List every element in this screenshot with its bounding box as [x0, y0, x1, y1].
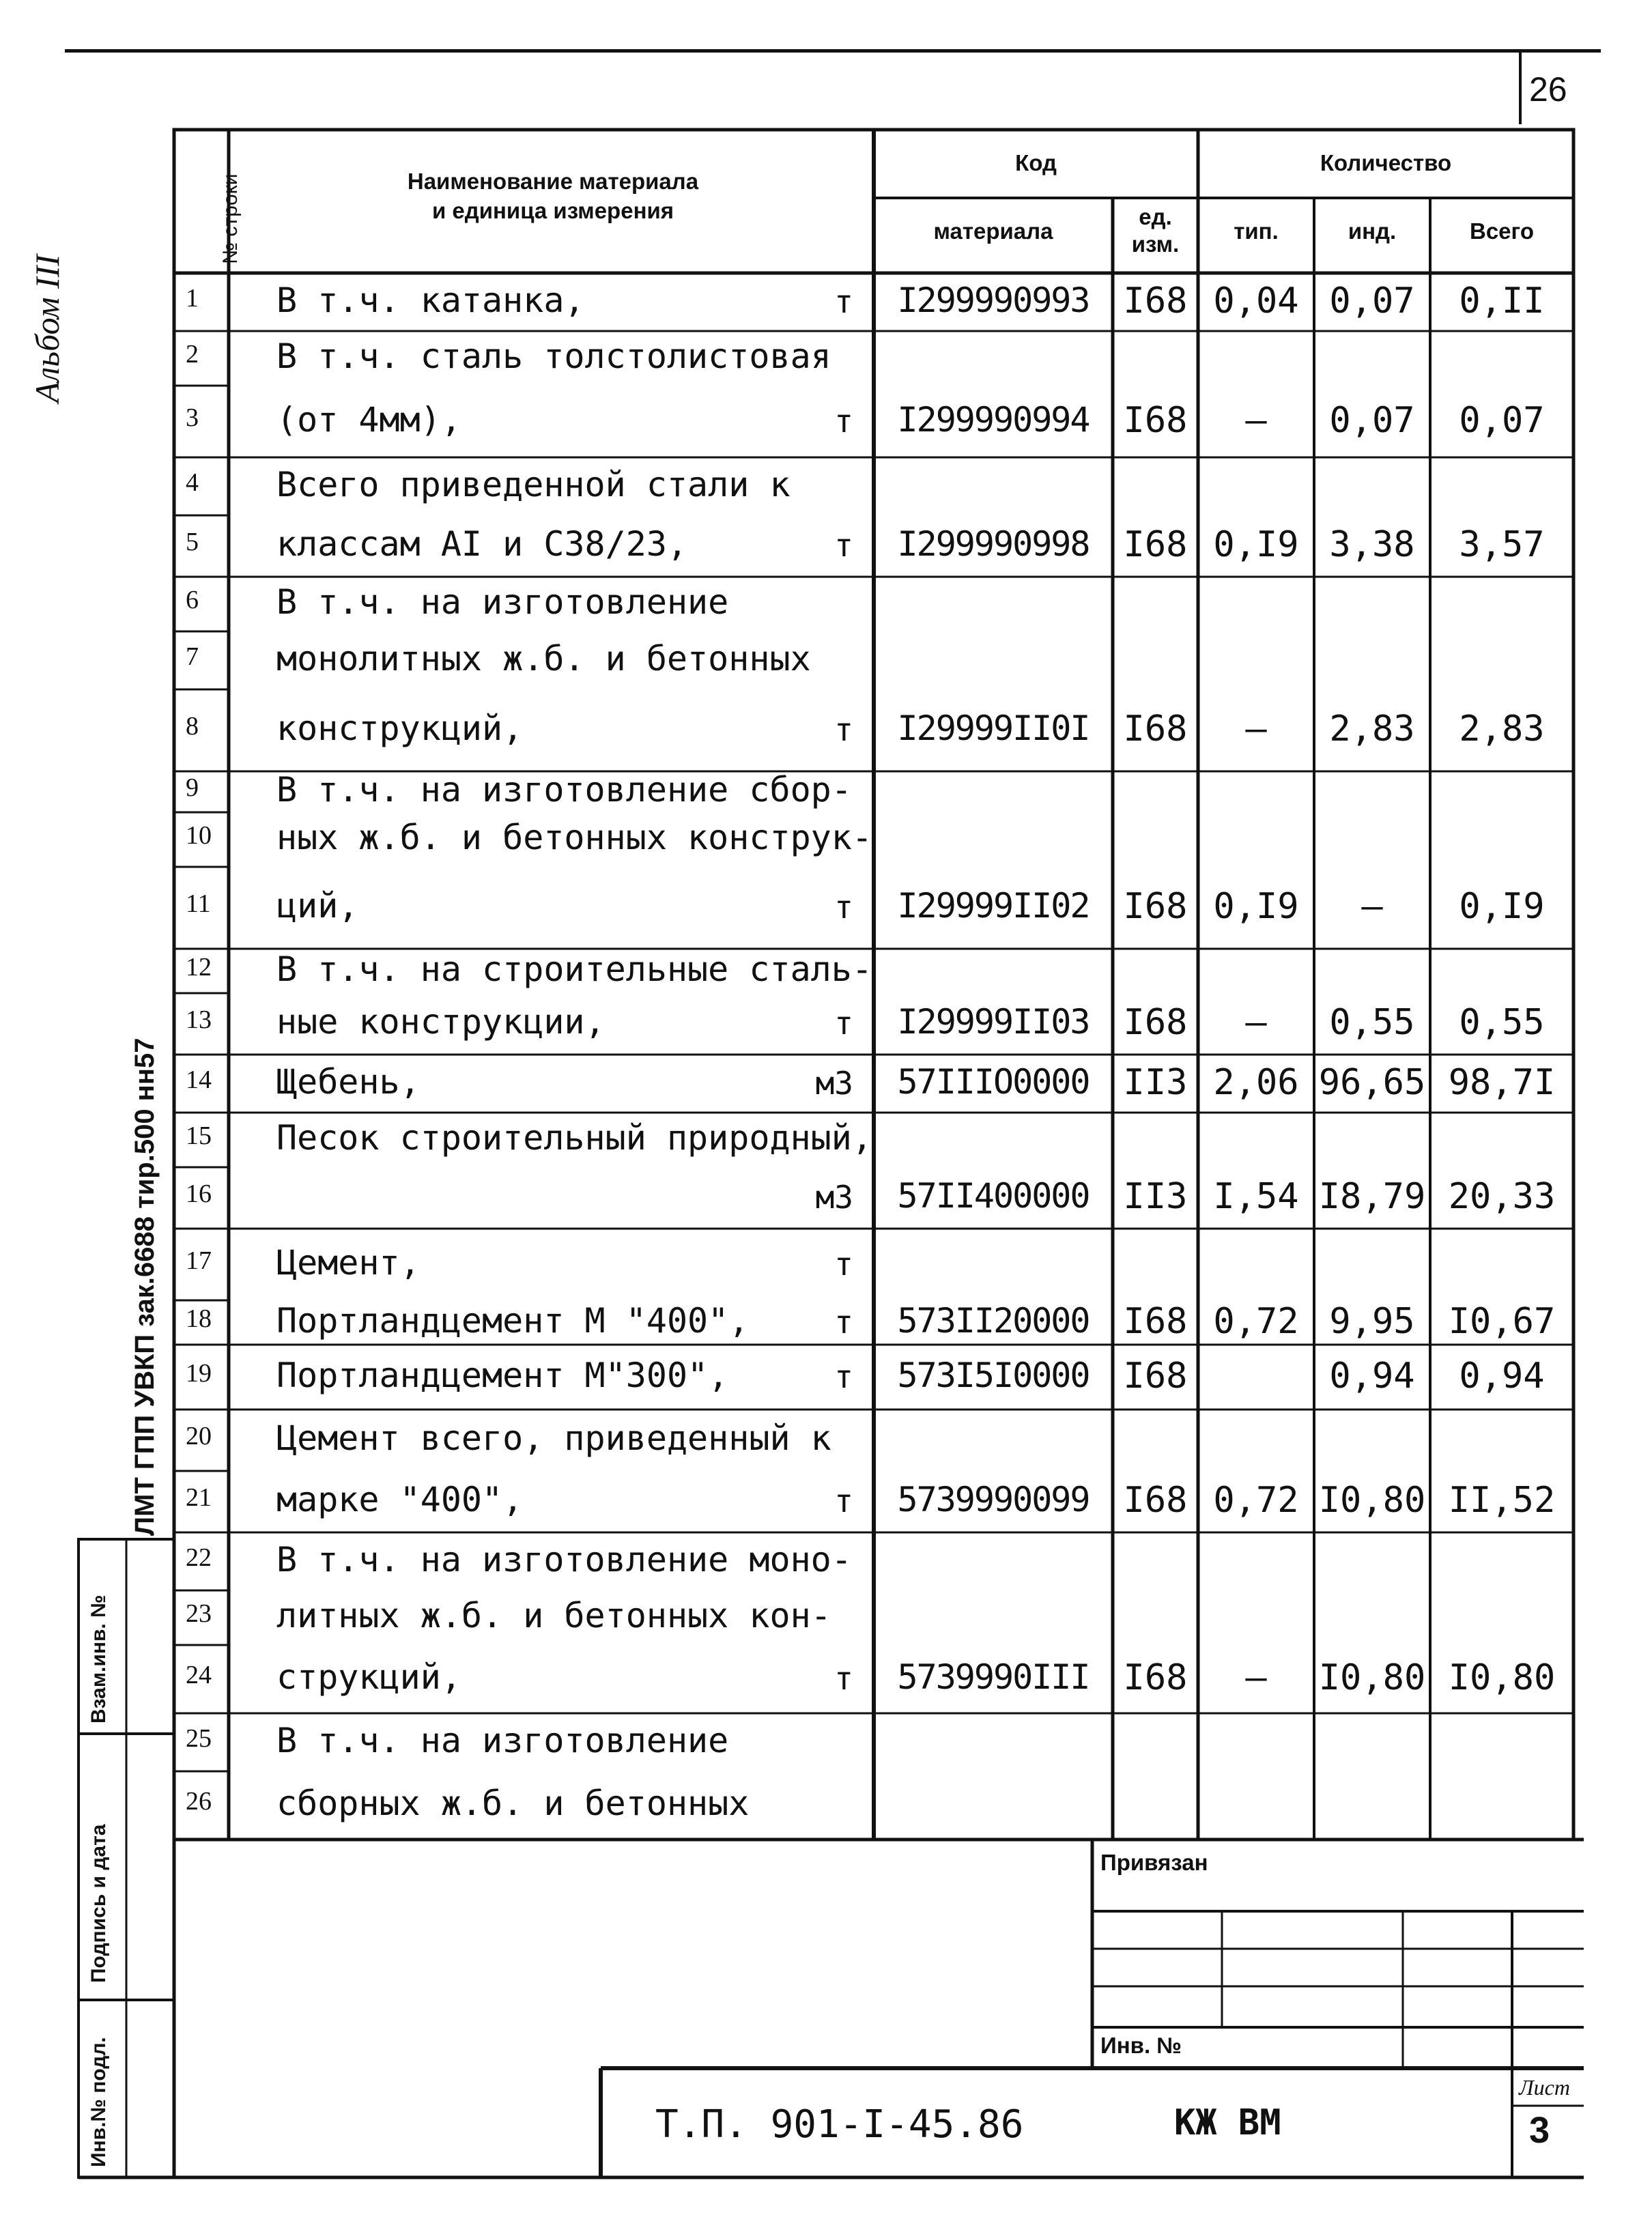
row-number: 24 — [186, 1661, 212, 1689]
stamp-inv-no-orig: Инв.№ подл. — [87, 2037, 110, 2167]
row-qty-typ: 0,I9 — [1213, 886, 1299, 927]
row-qty-ind: 96,65 — [1318, 1061, 1426, 1103]
row-code-material: 573I5I0000 — [897, 1355, 1090, 1395]
row-qty-total: 3,57 — [1459, 524, 1545, 565]
row-number: 8 — [186, 712, 199, 741]
row-name: В т.ч. сталь толстолистовая — [276, 337, 831, 376]
row-number: 11 — [186, 889, 211, 918]
row-qty-typ: 2,06 — [1213, 1061, 1299, 1103]
row-qty-total: I0,67 — [1448, 1300, 1556, 1342]
row-code-material: I29999II0I — [897, 709, 1090, 748]
row-qty-typ: 0,72 — [1213, 1300, 1299, 1342]
inv-no-label: Инв. № — [1100, 2033, 1182, 2058]
row-qty-total: 0,94 — [1459, 1355, 1545, 1397]
row-qty-ind: – — [1361, 886, 1383, 927]
header-code-unit: ед. изм. — [1131, 204, 1180, 257]
row-number: 2 — [186, 340, 199, 369]
row-qty-ind: 0,55 — [1329, 1002, 1415, 1043]
row-name: В т.ч. на изготовление сбор- — [276, 770, 852, 810]
row-name: классам АI и С38/23, — [276, 524, 688, 564]
row-qty-ind: 3,38 — [1329, 524, 1415, 565]
row-name: литных ж.б. и бетонных кон- — [276, 1596, 831, 1635]
row-name: (от 4мм), — [276, 399, 461, 440]
print-mark: ЛМТ ГПП УВКП зак.6688 тир.500 нн57 — [130, 1038, 160, 1536]
row-unit: т — [834, 889, 853, 926]
row-number: 7 — [186, 642, 199, 671]
row-number: 14 — [186, 1065, 212, 1094]
row-code-unit: I68 — [1123, 1355, 1188, 1397]
header-row-no: № строки — [219, 173, 242, 264]
header-qty-group: Количество — [1320, 150, 1452, 175]
row-name: В т.ч. на изготовление моно- — [276, 1539, 852, 1579]
row-unit: т — [834, 1660, 853, 1697]
row-code-material: I29999II03 — [897, 1002, 1090, 1042]
row-name: Портландцемент М "400", — [276, 1300, 750, 1341]
row-qty-typ: – — [1245, 399, 1267, 441]
row-code-unit: I68 — [1123, 1300, 1188, 1342]
row-code-unit: I68 — [1123, 524, 1188, 565]
row-code-material: I299990998 — [897, 524, 1090, 564]
row-number: 12 — [186, 952, 212, 982]
row-qty-total: 0,55 — [1459, 1002, 1545, 1043]
row-unit: т — [834, 711, 853, 748]
row-unit: т — [834, 1303, 853, 1341]
row-name: монолитных ж.б. и бетонных — [276, 638, 811, 678]
row-name: ных ж.б. и бетонных конструк- — [276, 818, 872, 857]
row-code-unit: I68 — [1123, 1657, 1188, 1698]
header-qty-typ: тип. — [1234, 218, 1279, 244]
sheet-number: 3 — [1529, 2110, 1550, 2151]
privyazan-label: Привязан — [1100, 1850, 1208, 1875]
row-name: марке "400", — [276, 1480, 524, 1519]
row-unit: т — [834, 1245, 853, 1283]
row-name: Всего приведенной стали к — [276, 464, 791, 504]
row-qty-typ: I,54 — [1213, 1176, 1299, 1217]
row-name: ций, — [276, 886, 359, 926]
row-qty-total: 0,07 — [1459, 399, 1545, 441]
row-qty-total: II,52 — [1448, 1480, 1556, 1521]
row-name: конструкций, — [276, 709, 524, 748]
row-code-unit: II3 — [1123, 1061, 1188, 1103]
row-number: 4 — [186, 468, 199, 497]
doc-mark: КЖ ВМ — [1174, 2102, 1281, 2143]
row-unit: т — [834, 1358, 853, 1395]
row-name: сборных ж.б. и бетонных — [276, 1784, 750, 1823]
header-code-material: материала — [933, 218, 1053, 244]
row-code-unit: I68 — [1123, 709, 1188, 749]
row-name: В т.ч. на изготовление — [276, 582, 729, 622]
row-name: Цемент всего, приведенный к — [276, 1418, 831, 1458]
row-unit: т — [834, 283, 853, 320]
row-qty-ind: I8,79 — [1318, 1176, 1426, 1217]
doc-code: Т.П. 901-I-45.86 — [655, 2102, 1024, 2147]
row-name: Портландцемент М"300", — [276, 1355, 729, 1395]
row-number: 17 — [186, 1246, 212, 1275]
row-code-unit: I68 — [1123, 280, 1188, 321]
stamp-sign-date: Подпись и дата — [87, 1824, 110, 1983]
row-qty-ind: 0,07 — [1329, 399, 1415, 441]
row-unit: т — [834, 1483, 853, 1519]
row-code-unit: I68 — [1123, 1002, 1188, 1043]
row-unit: т — [834, 402, 853, 440]
row-code-unit: I68 — [1123, 399, 1188, 441]
row-number: 18 — [186, 1304, 212, 1333]
page-number: 26 — [1529, 70, 1567, 109]
row-qty-total: I0,80 — [1448, 1657, 1556, 1698]
row-code-material: 5739990III — [897, 1657, 1090, 1697]
row-qty-ind: I0,80 — [1318, 1657, 1426, 1698]
row-unit: м3 — [815, 1064, 853, 1102]
row-number: 23 — [186, 1599, 212, 1628]
row-unit: т — [834, 527, 853, 564]
row-qty-total: 20,33 — [1448, 1176, 1556, 1217]
row-qty-typ: 0,04 — [1213, 280, 1299, 321]
row-code-unit: I68 — [1123, 1480, 1188, 1521]
row-name: В т.ч. на изготовление — [276, 1720, 729, 1760]
row-number: 15 — [186, 1121, 212, 1150]
row-number: 16 — [186, 1179, 212, 1208]
row-number: 5 — [186, 528, 199, 556]
row-qty-total: 98,7I — [1448, 1061, 1556, 1103]
stamp-vzam-inv: Взам.инв. № — [87, 1594, 110, 1723]
row-code-material: 57IIIO0000 — [897, 1061, 1090, 1102]
row-number: 13 — [186, 1005, 212, 1034]
row-number: 20 — [186, 1422, 212, 1450]
row-number: 22 — [186, 1543, 212, 1572]
row-number: 6 — [186, 586, 199, 614]
row-qty-ind: I0,80 — [1318, 1480, 1426, 1521]
header-name: Наименование материала и единица измерения — [407, 169, 699, 223]
row-name: струкций, — [276, 1657, 461, 1697]
row-name: В т.ч. на строительные сталь- — [276, 949, 872, 989]
row-qty-typ: 0,72 — [1213, 1480, 1299, 1521]
row-number: 9 — [186, 773, 199, 802]
header-qty-ind: инд. — [1348, 218, 1397, 244]
row-unit: т — [834, 1005, 853, 1042]
row-code-material: I29999II02 — [897, 886, 1090, 926]
row-name: ные конструкции, — [276, 1002, 606, 1042]
row-qty-typ: – — [1245, 1002, 1267, 1043]
row-code-material: I299990993 — [897, 280, 1090, 320]
row-qty-typ: – — [1245, 1657, 1267, 1698]
header-qty-total: Всего — [1469, 218, 1534, 244]
row-unit: м3 — [815, 1179, 853, 1216]
row-number: 19 — [186, 1358, 212, 1388]
row-qty-ind: 9,95 — [1329, 1300, 1415, 1342]
row-number: 26 — [186, 1787, 212, 1816]
row-number: 25 — [186, 1723, 212, 1753]
row-code-unit: I68 — [1123, 886, 1188, 927]
row-qty-typ: – — [1245, 709, 1267, 749]
row-qty-ind: 2,83 — [1329, 709, 1415, 749]
row-number: 1 — [186, 283, 199, 313]
row-code-material: I299990994 — [897, 399, 1090, 440]
row-number: 3 — [186, 403, 199, 432]
row-qty-total: 0,I9 — [1459, 886, 1545, 927]
row-name: Щебень, — [276, 1061, 421, 1102]
row-name: В т.ч. катанка, — [276, 280, 585, 320]
row-qty-typ: 0,I9 — [1213, 524, 1299, 565]
row-name: Песок строительный природный, — [276, 1118, 872, 1158]
row-number: 21 — [186, 1483, 212, 1512]
row-code-material: 5739990099 — [897, 1480, 1090, 1519]
album-label: Альбом III — [28, 254, 66, 403]
row-code-material: 57II400000 — [897, 1176, 1090, 1216]
row-code-material: 573II20000 — [897, 1300, 1090, 1341]
row-code-unit: II3 — [1123, 1176, 1188, 1217]
sheet-label: Лист — [1519, 2075, 1570, 2100]
row-qty-total: 2,83 — [1459, 709, 1545, 749]
row-number: 10 — [186, 821, 212, 850]
row-qty-ind: 0,07 — [1329, 280, 1415, 321]
row-qty-ind: 0,94 — [1329, 1355, 1415, 1397]
row-name: Цемент, — [276, 1242, 421, 1283]
row-qty-total: 0,II — [1459, 280, 1545, 321]
header-code-group: Код — [1015, 150, 1057, 175]
